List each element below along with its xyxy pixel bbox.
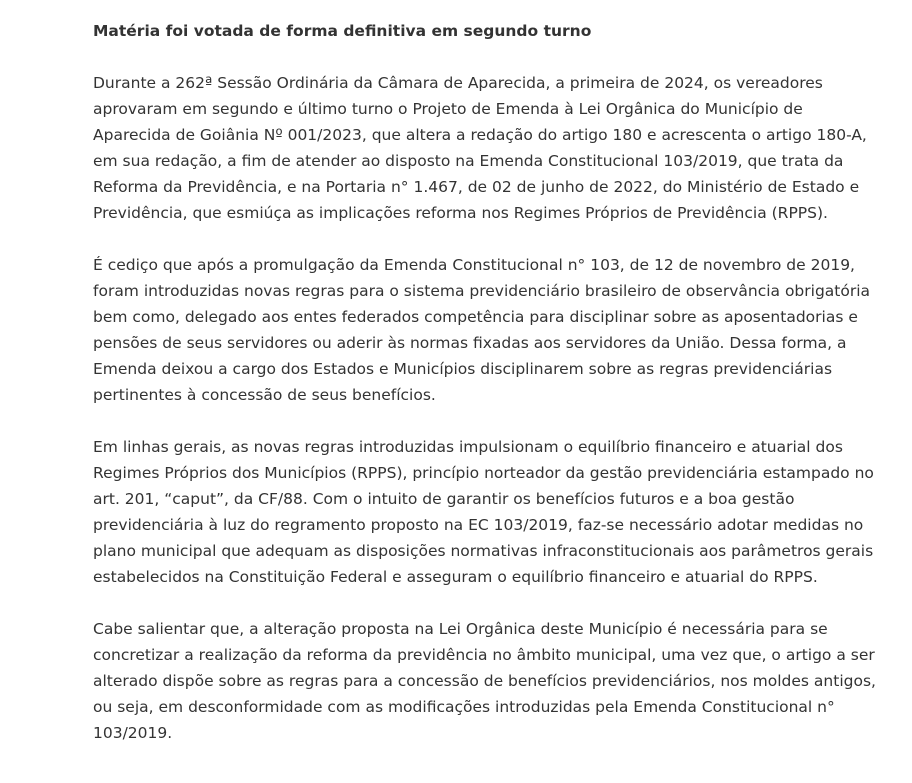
article-subtitle: Matéria foi votada de forma definitiva em segundo turno [93,22,592,40]
article-paragraph-1: Durante a 262ª Sessão Ordinária da Câmara de Aparecida, a primeira de 2024, os vereadores aprovaram em segundo e último turno o Projeto de Emenda à Lei Orgânica do Município de Aparecida de Goiânia Nº 001/2023, que altera a redação do artigo 180 e acrescenta o artigo 180-A, em sua redação, a fim de atender ao disposto na Emenda Constitucional 103/2019, que trata da Reforma da Previdência, e na Portaria n° 1.467, de 02 de junho de 2022, do Ministério de Estado e Previdência, que esmiúça as implicações reforma nos Regimes Próprios de Previdência (RPPS). [93,74,867,222]
article-paragraph-2: É cediço que após a promulgação da Emenda Constitucional n° 103, de 12 de novembro de 2019, foram introduzidas novas regras para o sistema previdenciário brasileiro de observância obrigatória bem como, delegado aos entes federados competência para disciplinar sobre as aposentadorias e pensões de seus servidores ou aderir às normas fixadas aos servidores da União. Dessa forma, a Emenda deixou a cargo dos Estados e Municípios disciplinarem sobre as regras previdenciárias pertinentes à concessão de seus benefícios. [93,256,871,404]
article-paragraph-4: Cabe salientar que, a alteração proposta na Lei Orgânica deste Município é necessária para se concretizar a realização da reforma da previdência no âmbito municipal, uma vez que, o artigo a ser alterado dispõe sobre as regras para a concessão de benefícios previdenciários, nos moldes antigos, ou seja, em desconformidade com as modificações introduzidas pela Emenda Constitucional n° 103/2019. [93,620,876,742]
article-paragraph-3: Em linhas gerais, as novas regras introduzidas impulsionam o equilíbrio financeiro e atuarial dos Regimes Próprios dos Municípios (RPPS), princípio norteador da gestão previdenciária estampado no art. 201, “caput”, da CF/88. Com o intuito de garantir os benefícios futuros e a boa gestão previdenciária à luz do regramento proposto na EC 103/2019, faz-se necessário adotar medidas no plano municipal que adequam as disposições normativas infraconstitucionais aos parâmetros gerais estabelecidos na Constituição Federal e asseguram o equilíbrio financeiro e atuarial do RPPS. [93,438,874,586]
article-body [93,18,883,746]
